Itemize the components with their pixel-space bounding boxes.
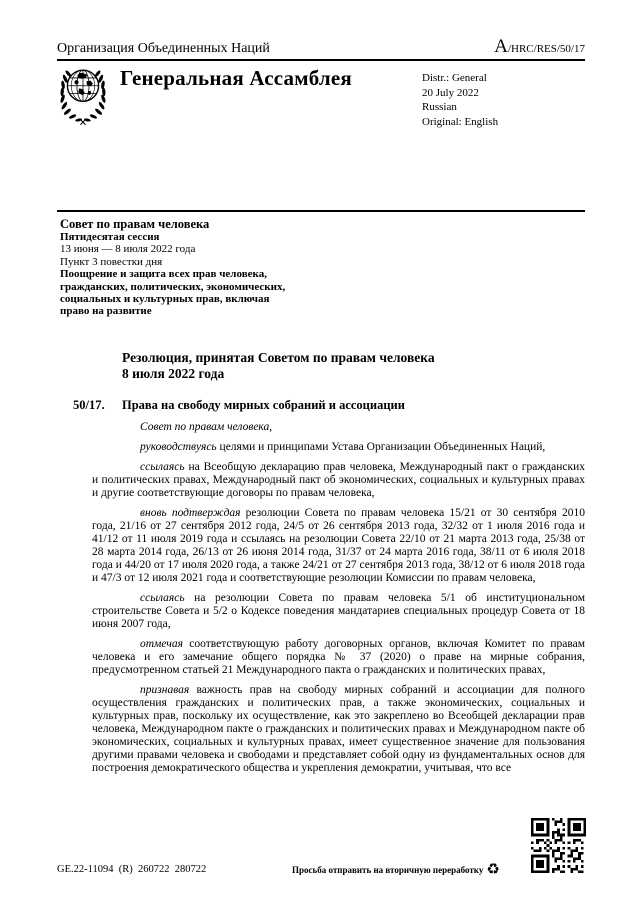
paragraph-lead: руководствуясь [140,441,217,453]
original-line: Original: English [422,115,499,128]
resolution-title-row [73,398,405,413]
document-symbol-rest: /HRC/RES/50/17 [507,43,585,55]
paragraph-lead: ссылаясь [140,461,185,473]
agenda-title-line: Поощрение и защита всех прав человека, [60,268,267,281]
document-symbol-initial: A [494,36,508,57]
document-symbol [494,36,585,58]
resolution-title: Права на свободу мирных собраний и ассоциации [122,398,405,412]
qr-code [531,818,586,873]
preamble-paragraph [92,507,585,585]
preamble-paragraph [92,461,585,500]
paragraph-lead: отмечая [140,638,183,650]
resolution-heading-line: 8 июля 2022 года [122,365,225,381]
agenda-title [60,268,285,318]
recycle-text: Просьба отправить на вторичную переработку [292,864,484,875]
paragraph-lead: вновь подтверждая [140,507,241,519]
distr-line: Distr.: General [422,72,487,84]
recycle-icon: ♻ [486,860,500,878]
page-title: Генеральная Ассамблея [120,66,352,90]
recycle-notice [292,862,500,877]
job-number: GE.22-11094 (R) 260722 280722 [57,864,207,875]
agenda-title-line: гражданских, политических, экономических, [60,280,286,293]
distribution-block [422,71,498,129]
paragraph-text: резолюции Совета по правам человека 15/21 от 30 сентября 2010 года, 21/16 от 27 сентября 2012 года, 24/5 от 26 сентября 2013 года, 32/32 от 1 июля 2016 года и 41/12 от 11 июля 2019 года и ссылаясь на резолюции Совета 22/10 от 21 марта 2013 года, 25/38 от 28 марта 2014 года, 26/13 от 26 июня 2014 года, 31/37 от 24 марта 2016 года, 38/11 от 6 июля 2018 года и 44/20 от 17 июля 2020 года, а также 24/21 от 27 сентября 2013 года, 38/12 от 6 июля 2018 года и 47/3 от 12 июля 2021 года и соответствующие резолюции Комиссии по правам человека, [92,507,585,584]
paragraph-text: важность прав на свободу мирных собраний и ассоциации для полного осуществления гражданских и политических прав, а также экономических, социальных и культурных прав, поскольку их осуществление, как это закреплено во Всеобщей декларации прав человека, Международном пакте о гражданских и политических правах и Международном пакте об экономических, социальных и культурных правах, имеет существенное значение для пользования другими правами человека и свободами и представляет собой одну из фундаментальных основ для построения демократического общества и укрепления демократии, учитывая, что все [92,684,585,774]
date-line: 20 July 2022 [422,86,479,99]
paragraph-lead: Совет по правам человека, [140,421,273,433]
preamble-paragraph [92,684,585,775]
preamble-paragraph [92,421,585,434]
paragraph-text: на резолюции Совета по правам человека 5/1 об институциональном строительстве Совета и 5/2 о Кодексе поведения мандатариев специальных процедур Совета от 18 июня 2007 года, [92,592,585,630]
resolution-body [92,421,585,782]
paragraph-lead: признавая [140,684,190,696]
preamble-paragraph [92,638,585,677]
header-divider [57,59,585,61]
agenda-title-line: право на развитие [60,305,152,318]
resolution-heading [122,350,435,381]
session-name: Пятидесятая сессия [60,231,160,243]
session-block [60,217,285,318]
council-name: Совет по правам человека [60,217,210,231]
agenda-item: Пункт 3 повестки дня [60,255,163,268]
language-line: Russian [422,101,457,114]
resolution-heading-line: Резолюция, принятая Советом по правам человека [122,350,435,365]
resolution-number: 50/17. [73,398,105,412]
paragraph-text: целями и принципами Устава Организации Объединенных Наций, [216,441,546,453]
session-dates: 13 июня — 8 июля 2022 года [60,243,196,256]
un-emblem-icon [57,63,109,131]
document-header [57,36,585,58]
masthead-divider [57,210,585,212]
agenda-title-line: социальных и культурных прав, включая [60,293,270,306]
paragraph-lead: ссылаясь [140,592,185,604]
paragraph-text: на Всеобщую декларацию прав человека, Международный пакт о гражданских и политических правах, Международный пакт об экономических, социальных и культурных правах и другие соответствующие договоры по правам человека, [92,461,585,499]
preamble-paragraph [92,441,585,454]
org-name: Организация Объединенных Наций [57,41,270,56]
paragraph-text: соответствующую работу договорных органов, включая Комитет по правам человека и его замечание общего порядка № 37 (2020) о праве на мирные собрания, предусмотренном статьей 21 Международного пакта о гражданских и политических правах, [92,638,585,676]
preamble-paragraph [92,592,585,631]
